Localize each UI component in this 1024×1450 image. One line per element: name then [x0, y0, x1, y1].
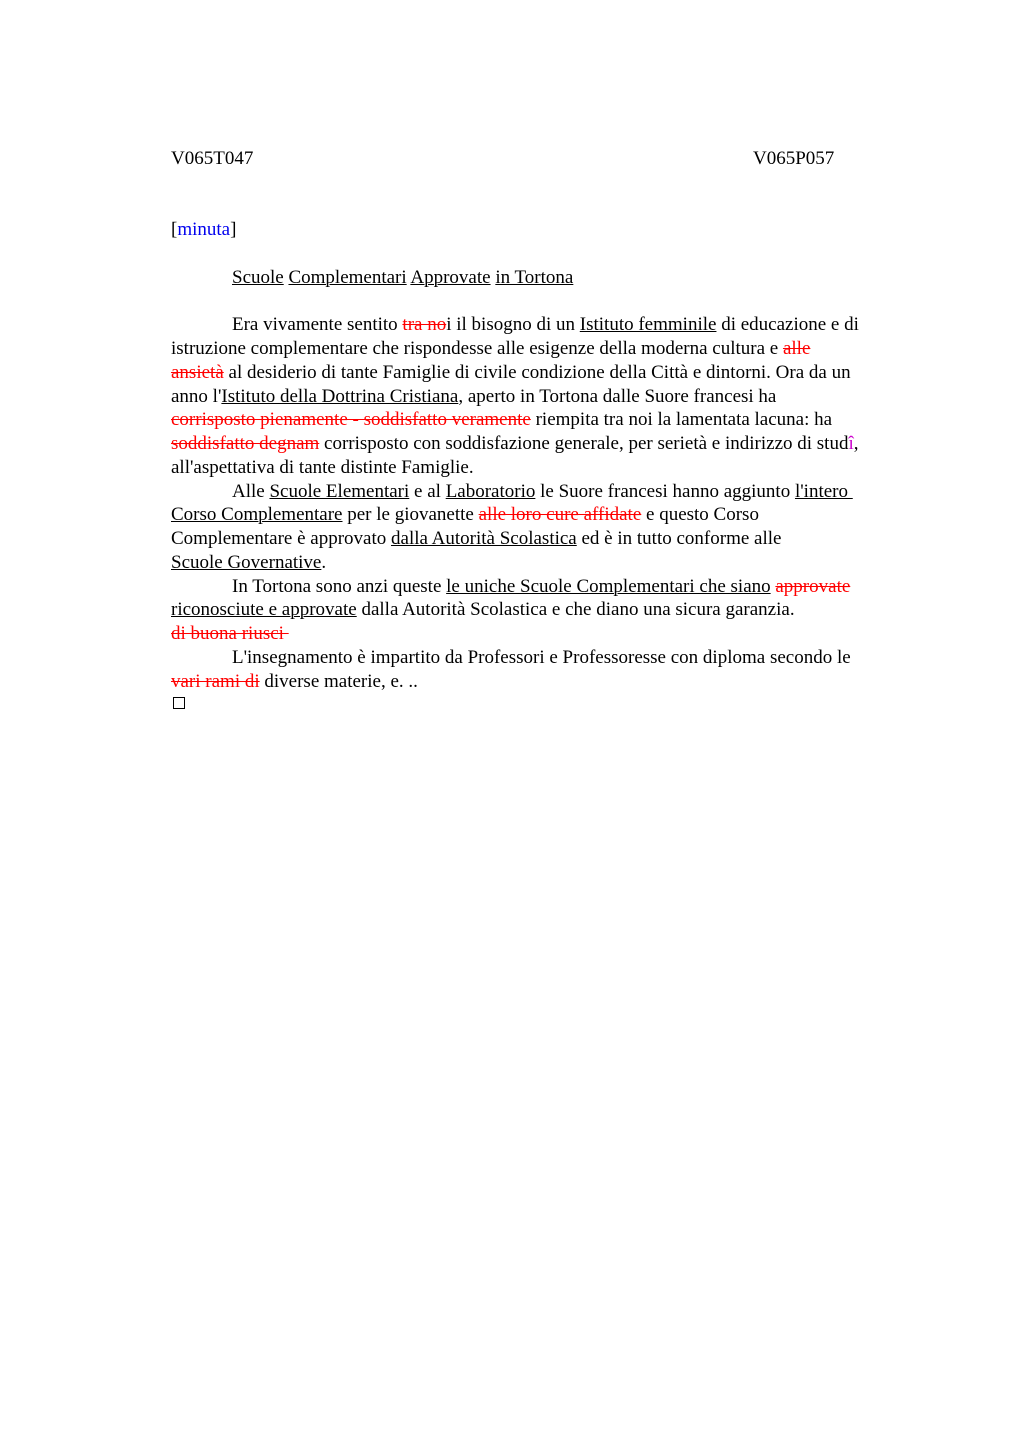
- title-word: in Tortona: [495, 267, 574, 288]
- underlined-text: Laboratorio: [445, 481, 536, 502]
- text: i il bisogno di un: [446, 314, 580, 335]
- text: per le giovanette: [342, 504, 479, 525]
- text: .: [321, 552, 327, 573]
- text: al desiderio di tante Famiglie di civile condizione della Città e dintorni. Ora da un: [223, 362, 851, 383]
- p1-line: [171, 385, 776, 409]
- p1-line: [232, 313, 859, 337]
- p2-line: [232, 480, 853, 504]
- p4-line: L'insegnamento è impartito da Professori e Professoresse con diploma secondo le: [232, 647, 851, 668]
- tag-label: minuta: [177, 219, 231, 240]
- text: , aperto in Tortona dalle Suore francesi ha: [458, 386, 777, 407]
- p3-line: [171, 622, 289, 646]
- text: ed è in tutto conforme alle: [576, 528, 782, 549]
- text: riempita tra noi la lamentata lacuna: ha: [530, 409, 833, 430]
- text: e questo Corso: [641, 504, 759, 525]
- deletion: tra no: [402, 314, 447, 335]
- tag-open: [: [171, 219, 178, 240]
- underlined-text: Scuole Governative: [171, 552, 322, 573]
- text: In Tortona sono anzi queste: [232, 576, 447, 597]
- p2-line: [171, 503, 759, 527]
- tag-close: ]: [230, 219, 237, 240]
- text: dalla Autorità Scolastica e che diano una sicura garanzia.: [356, 599, 795, 620]
- underlined-text: le uniche Scuole Complementari che siano: [446, 576, 771, 597]
- underlined-text: Scuole Elementari: [269, 481, 410, 502]
- underlined-text: Istituto della Dottrina Cristiana: [221, 386, 459, 407]
- text: anno l': [171, 386, 222, 407]
- p3-line: [232, 575, 850, 599]
- minuta-tag: [171, 218, 236, 242]
- text: Complementare è approvato: [171, 528, 392, 549]
- p3-line: [171, 598, 795, 622]
- p2-line: [171, 551, 326, 575]
- text: corrisposto con soddisfazione generale, per serietà e indirizzo di stud: [319, 433, 849, 454]
- title-word: Approvate: [410, 267, 491, 288]
- end-square-icon: [173, 697, 185, 709]
- header-right-code: V065P057: [753, 148, 835, 169]
- underlined-text: riconosciute e approvate: [171, 599, 357, 620]
- text: diverse materie, e. ..: [259, 671, 418, 692]
- deletion: vari rami di: [171, 671, 260, 692]
- deletion: di buona riusci: [171, 623, 289, 644]
- text: e al: [409, 481, 446, 502]
- p1-line: all'aspettativa di tante distinte Famiglie.: [171, 457, 474, 478]
- text: di educazione e di: [716, 314, 859, 335]
- p2-line: [171, 527, 781, 551]
- p1-line: [171, 432, 859, 456]
- text: Alle: [232, 481, 270, 502]
- header-left-code: V065T047: [171, 148, 254, 169]
- deletion: approvate: [775, 576, 851, 597]
- text: ,: [853, 433, 859, 454]
- underlined-text: Istituto femminile: [579, 314, 717, 335]
- text: Era vivamente sentito: [232, 314, 403, 335]
- document-title: [232, 266, 573, 290]
- underlined-text: Corso Complementare: [171, 504, 343, 525]
- title-word: Complementari: [288, 267, 407, 288]
- p4-line: [171, 670, 418, 694]
- p1-line: [171, 337, 810, 361]
- text: istruzione complementare che rispondesse alle esigenze della moderna cultura e: [171, 338, 783, 359]
- p1-line: [171, 408, 832, 432]
- underlined-text: l'intero: [794, 481, 853, 502]
- underlined-text: dalla Autorità Scolastica: [391, 528, 577, 549]
- deletion: alle: [782, 338, 811, 359]
- title-word: Scuole: [232, 267, 284, 288]
- p1-line: [171, 361, 851, 385]
- text: le Suore francesi hanno aggiunto: [535, 481, 795, 502]
- correction-mark: î: [848, 433, 854, 454]
- deletion: corrisposto pienamente - soddisfatto veramente: [171, 409, 531, 430]
- deletion: ansietà: [171, 362, 224, 383]
- deletion: soddisfatto degnam: [171, 433, 320, 454]
- deletion: alle loro cure affidate: [478, 504, 642, 525]
